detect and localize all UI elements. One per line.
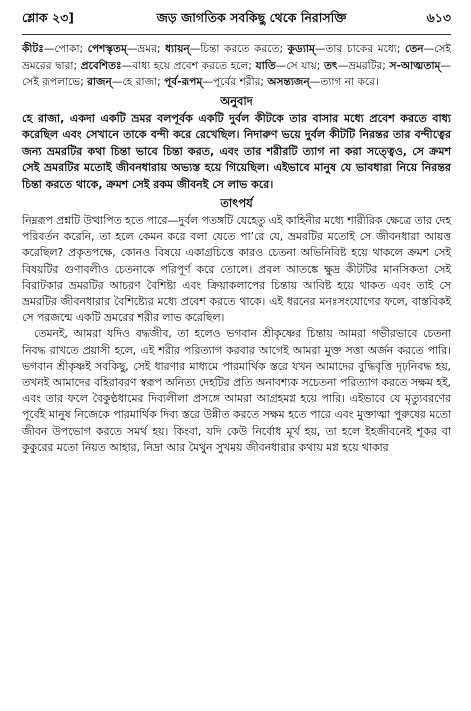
purport-heading: তাৎপর্য [220,196,253,210]
meaning: —সেই ভ্রমরের দ্বারা; [22,43,451,72]
meaning: —ত্যাগ না করে। [309,76,379,88]
word-meanings-paragraph [22,41,451,91]
meaning: —বাধ্য হয়ে প্রবেশ করতে হলে; [121,59,256,72]
verse-reference: শ্লোক ২৩] [22,10,74,25]
meaning: —হে রাজা; [111,76,165,88]
purport [22,213,451,456]
term: তৎ [323,59,338,72]
page-header [22,10,451,30]
term: অসন্ত্যজন্ [267,76,310,88]
page-number: ৬১৩ [426,10,451,25]
meaning: —পূর্বের শরীর; [202,76,268,88]
meaning: —ভ্রমরটির; [337,59,390,72]
word-meanings [22,41,451,91]
meaning: —সেই রূপলাভে; [22,59,451,88]
term: তেন [405,43,424,55]
meaning: —সে যায়; [275,59,324,72]
term: স-আত্মতাম্ [389,59,441,72]
translation [22,111,451,194]
term: ধ্যায়ন্ [165,43,190,55]
term: পূর্ব-রূপম্ [164,76,203,88]
term: পেশস্কৃতম্ [87,43,127,55]
meaning: —চিন্তা করতে করতে; [189,43,288,55]
chapter-title: জড় জাগতিক সবকিছু থেকে নিরাসক্তি [156,10,347,25]
purport-paragraph-1: নিম্নরূপ প্রশ্নটি উত্থাপিত হতে পারে—দুর্বল পতঙ্গটি যেহেতু এই কাহিনীর মধ্যে শারীরিক ক্ষেত্রে তার দেহ পরিবর্তন করেনি, তা হলে কেমন করে বলা যেতে পা’রে যে, ভ্রমরটির মতোই সে জীবনধারা আয়ত্ত করেছিল? প্রকৃতপক্ষে, কোনও বিষয়ে একাগ্রচিত্তে কারও চেতনা অভিনিবিষ্ট হয়ে থাকলে ক্রমশ সেই বিষয়টির গুণাবলীও চেতনাকে পরিপূর্ণ করে তোলে। প্রবল আতঙ্কে ক্ষুদ্র কীটটির মানসিকতা সেই বিরাটকার ভ্রমরটির আচরণ বৈশিষ্ট্য এবং ক্রিয়াকলাপের চিন্তায় আবিষ্ট হয়ে থাকত এবং তাই সে ভ্রমরটির জীবনধারার বৈশিষ্ট্যের মধ্যে প্রবেশ করতে থাকে। এই ধরনের মনঃসংযোগের ফলে, বাস্তবিকই সে পরজন্মে একটি ভ্রমরের শরীর লাভ করেছিল। [22,214,451,325]
header-divider [22,34,451,35]
term: প্রবেশিতঃ [80,59,122,72]
term: রাজন্ [87,76,112,88]
meaning: —ভ্রমর; [126,43,166,55]
term: যাতি [255,59,276,72]
term: কীটঃ [22,43,44,55]
term: কুড্যাম্ [287,43,315,55]
meaning: —পোকা; [43,43,88,55]
translation-text: হে রাজা, একদা একটি ভ্রমর বলপূর্বক একটি দুর্বল কীটকে তার বাসার মধ্যে প্রবেশ করতে বাধ্য করেছিল এবং সেখানে তাকে বন্দী করে রেখেছিল। নিদারুণ ভয়ে দুর্বল কীটটি নিরন্তর তার বন্দীত্বের জন্য ভ্রমরটির কথা চিন্তা ভাবে চিন্তা করত, এবং তার শরীরটি ত্যাগ না করা সত্ত্বেও, সে ক্রমশ সেই ভ্রমরটির মতোই জীবনধারায় অভ্যস্ত হয়ে গিয়েছিল। এইভাবে মানুষ যে ভাবধারা নিয়ে নিরন্তর চিন্তা করতে থাকে, ক্রমশ সেই রকম জীবনই সে লাভ করে। [22,111,451,191]
meaning: —তার চাকের মধ্যে; [314,43,406,55]
purport-paragraph-2: তেমনই, আমরা যদিও বদ্ধজীব, তা হলেও ভগবান শ্রীকৃষ্ণের চিন্তায় আমরা গভীরভাবে চেতনা নিবদ্ধ রাখতে প্রয়াসী হলে, এই শরীর পরিত্যাগ করবার আগেই আমরা মুক্ত সত্তা অর্জন করতে পারি। ভগবান শ্রীকৃষ্ণই সবকিছু, সেই ধারণার মাধ্যমে পারমার্থিক স্তরে যখন আমাদের বুদ্ধিবৃত্তি দৃঢ়নিবদ্ধ হয়, তখনই আমাদের বহিরাবরণ স্বরূপ অনিত্য দেহটির প্রতি অনাবশ্যক সচেতনা পরিত্যাগ করতে সক্ষম হই, এবং তার ফলে বৈকুণ্ঠধামের দিব্যলীলা প্রসঙ্গে আমরা আগ্রহমগ্ন হয়ে পারি। এইভাবে যে মৃত্যুবরণের পূর্বেই মানুষ নিজেকে পারমার্থিক দিব্য স্তরে উন্নীত করতে সক্ষম হতে পারে এবং মুক্তাত্মা পুরুষের মতো জীবন উপভোগ করতে সমর্থ হয়। কিংবা, যদি কেউ নির্বোধ মূর্খ হয়, তা হলে ইহজীবনেই শূকর বা কুকুরের মতো নিয়ত আহার, নিদ্রা আর মৈথুন সুখময় জীবনধারার কথায় মগ্ন হয়ে থাকার [22,327,451,454]
translation-heading: অনুবাদ [220,93,253,108]
